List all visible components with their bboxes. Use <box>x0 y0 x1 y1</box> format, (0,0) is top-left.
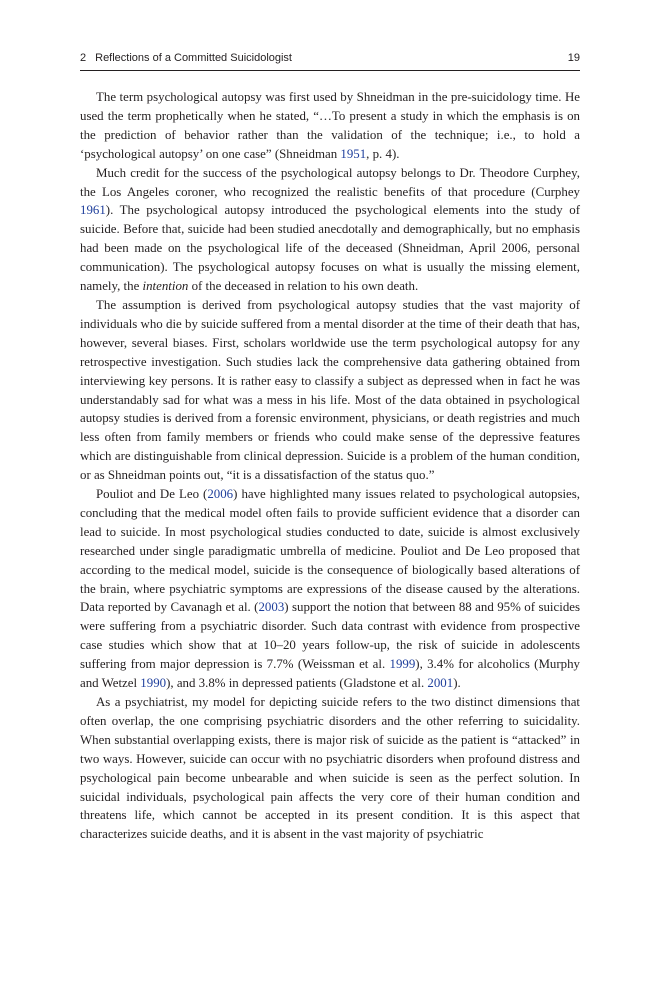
text-run: ), 3.4% for alcoholics (Murphy and Wetzel <box>80 657 580 691</box>
citation-link[interactable]: 2001 <box>427 676 454 691</box>
text-run: Much credit for the success of the psychological autopsy belongs to Dr. Theodore Curphey, the Los Angeles coroner, who recognized the realistic benefits of that procedure (Curphey <box>80 165 580 199</box>
text-run: ). The psychological autopsy introduced the psychological elements into the study of suicide. Before that, suicide had been studied anecdotally and demographically, but no emphasis had been made on the psychological life of the deceased (Shneidman, April 2006, personal communication). The psychological autopsy focuses on what is usually the missing element, namely, the <box>80 203 580 294</box>
running-head <box>80 52 580 68</box>
paragraph-5 <box>80 693 580 844</box>
paragraph-2 <box>80 164 580 296</box>
text-run: The term psychological autopsy was first used by Shneidman in the pre-suicidology time. He used the term prophetically when he stated, “…To present a study in which the emphasis is on the prediction of behavior rather than the validation of the technique; i.e., to hold a ‘psychological autopsy’ on one case” (Shneidman <box>80 90 580 161</box>
citation-link[interactable]: 1951 <box>340 146 367 161</box>
page-number: 19 <box>567 52 580 64</box>
text-run: ). <box>453 676 461 691</box>
citation-link[interactable]: 1990 <box>140 676 167 691</box>
text-run: As a psychiatrist, my model for depicting suicide refers to the two distinct dimensions that often overlap, the one comprising psychiatric disorders and the other referring to suicidality. When substantial overlapping exists, there is major risk of suicide as the patient is “attacked” in two ways. However, suicide can occur with no psychiatric disorders when profound distress and psychological pain become unbearable and when suicide is seen as the perfect solution. In suicidal individuals, psychological pain affects the very core of their human condition and threatens life, which cannot be accepted in its present condition. It is this aspect that characterizes suicide deaths, and it is absent in the vast majority of psychiatric <box>80 695 580 842</box>
citation-link[interactable]: 2003 <box>258 600 285 615</box>
text-run: The assumption is derived from psychological autopsy studies that the vast majority of individuals who die by suicide suffered from a mental disorder at the time of their death that has, however, several biases. First, scholars worldwide use the term psychological autopsy for any retrospective investigation. Such studies lack the comprehensive data gathering obtained from interviewing key persons. It is rather easy to classify a subject as depressed when in fact he was understandably sad for what was a mess in his life. Most of the data obtained in psychological autopsy studies is derived from a forensic environment, physicians, or death registries and much less often from family members or friends who could make sense of the depressive features which are distinguishable from clinical depression. Suicide is a problem of the human condition, or as Shneidman points out, “it is a dissatisfaction of the status quo.” <box>80 297 580 483</box>
body-text <box>80 88 580 844</box>
text-run: Pouliot and De Leo ( <box>96 487 208 502</box>
paragraph-3 <box>80 296 580 485</box>
header-rule <box>80 70 580 71</box>
citation-link[interactable]: 2006 <box>207 487 234 502</box>
chapter-title: Reflections of a Committed Suicidologist <box>95 52 292 64</box>
chapter-number: 2 <box>80 52 87 64</box>
text-run: ) support the notion that between 88 and 95% of suicides were suffering from a psychiatric disorder. Such data contrast with evidence from prospective case studies which show that at 10–20 years follow-up, the risk of suicide in adolescents suffering from major depression is 7.7% (Weissman et al. <box>80 600 581 672</box>
citation-link[interactable]: 1999 <box>389 657 416 672</box>
text-run: , p. 4). <box>366 146 400 161</box>
text-run: ), and 3.8% in depressed patients (Gladstone et al. <box>166 676 428 691</box>
paragraph-4 <box>80 485 580 693</box>
chapter-heading <box>80 52 292 64</box>
citation-link[interactable]: 1961 <box>80 203 106 218</box>
paragraph-1 <box>80 88 580 164</box>
emphasis-text: intention <box>142 279 189 294</box>
text-run: ) have highlighted many issues related to psychological autopsies, concluding that the medical model often fails to provide sufficient evidence that a disorder can lead to suicide. In most psychological studies conducted to date, suicide is almost exclusively researched under single paradigmatic umbrella of medicine. Pouliot and De Leo proposed that according to the medical model, suicide is the consequence of biologically based alterations of the brain, where psychiatric symptoms are expressions of the disease caused by the alterations. Data reported by Cavanagh et al. ( <box>80 487 581 615</box>
text-run: of the deceased in relation to his own death. <box>188 279 419 294</box>
